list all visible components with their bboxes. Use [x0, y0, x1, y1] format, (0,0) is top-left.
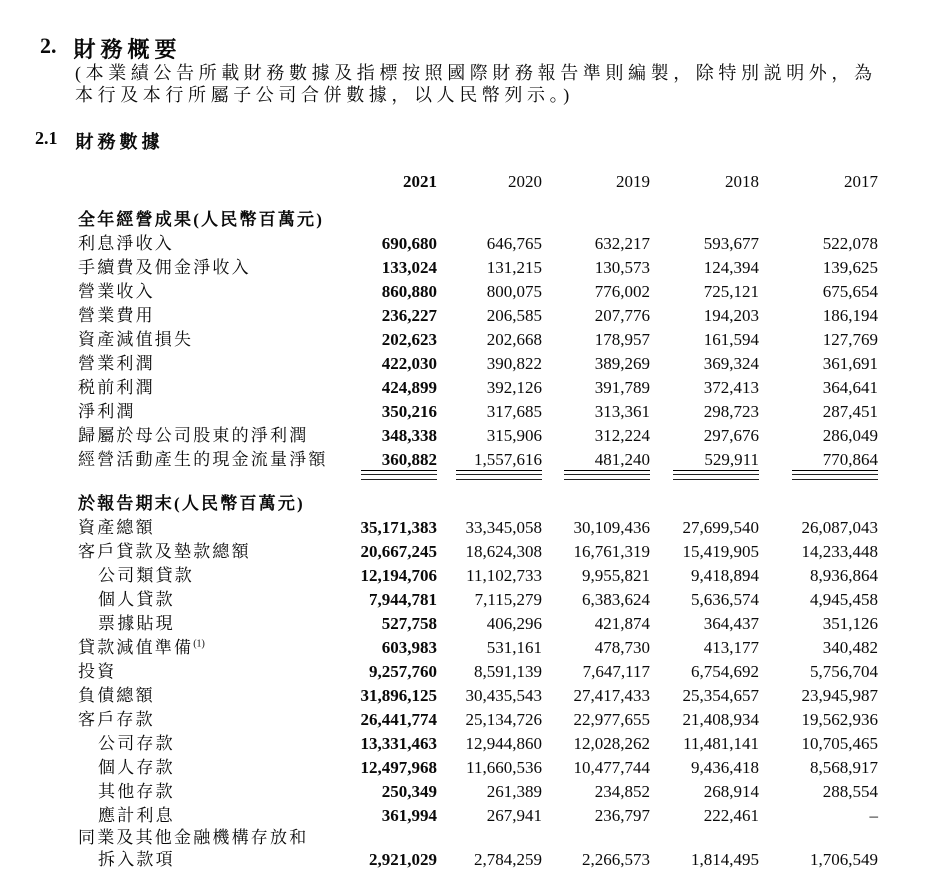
row-label: 營業收入	[78, 282, 155, 301]
value-cell: 350,216	[381, 402, 437, 421]
value-cell: –	[869, 806, 878, 825]
value-cell: 194,203	[703, 306, 759, 325]
value-cell: 9,955,821	[582, 566, 650, 585]
section-gap	[78, 482, 878, 492]
table-row	[78, 848, 878, 872]
year-header-cell: 2017	[844, 172, 878, 191]
value-cell: 139,625	[822, 258, 878, 277]
value-cell: 312,224	[594, 426, 650, 445]
value-cell: 7,115,279	[474, 590, 542, 609]
row-label: 資產減值損失	[78, 330, 194, 349]
value-cell: 531,161	[486, 638, 542, 657]
table-row	[78, 376, 878, 400]
row-label: 淨利潤	[78, 402, 136, 421]
value-cell: 13,331,463	[360, 734, 437, 753]
table-row	[78, 328, 878, 352]
value-cell: 646,765	[486, 234, 542, 253]
value-cell: 9,436,418	[691, 758, 759, 777]
row-label: 應計利息	[98, 806, 175, 825]
value-cell: 5,636,574	[691, 590, 759, 609]
value-cell: 725,121	[703, 282, 759, 301]
value-cell: 478,730	[594, 638, 650, 657]
value-cell: 16,761,319	[573, 542, 650, 561]
total-value-underlined: 1,557,616	[456, 449, 542, 471]
table-row	[78, 636, 878, 660]
total-value-underlined: 481,240	[564, 449, 650, 471]
row-label: 營業費用	[78, 306, 155, 325]
value-cell: 133,024	[381, 258, 437, 277]
value-cell: 9,418,894	[691, 566, 759, 585]
value-cell: 23,945,987	[801, 686, 878, 705]
table-row	[78, 660, 878, 684]
value-cell: 313,361	[594, 402, 650, 421]
table-row	[78, 448, 878, 472]
row-label: 貸款減值準備$^{(1)}$	[78, 638, 205, 657]
value-cell: 6,754,692	[691, 662, 759, 681]
value-cell: 288,554	[822, 782, 878, 801]
double-rule-segment	[361, 474, 437, 480]
note-line-1: (本業績公告所載財務數據及指標按照國際財務報告準則編製，除特別説明外，為	[75, 63, 877, 83]
value-cell: 675,654	[822, 282, 878, 301]
value-cell: 25,134,726	[465, 710, 542, 729]
value-cell: 364,437	[703, 614, 759, 633]
table-row	[78, 352, 878, 376]
value-cell: 340,482	[822, 638, 878, 657]
row-label: 拆入款項	[98, 850, 175, 869]
row-label: 個人存款	[98, 758, 175, 777]
table-row	[78, 828, 878, 848]
value-cell: 207,776	[594, 306, 650, 325]
year-header-cell: 2021	[403, 172, 437, 191]
value-cell: 11,102,733	[466, 566, 542, 585]
table-row	[78, 516, 878, 540]
row-label: 同業及其他金融機構存放和	[78, 828, 309, 847]
year-header-cell: 2019	[616, 172, 650, 191]
value-cell: 130,573	[594, 258, 650, 277]
table-row	[78, 280, 878, 304]
value-cell: 161,594	[703, 330, 759, 349]
value-cell: 690,680	[381, 234, 437, 253]
value-cell: 222,461	[703, 806, 759, 825]
value-cell: 860,880	[381, 282, 437, 301]
value-cell	[437, 448, 542, 472]
value-cell: 127,769	[822, 330, 878, 349]
value-cell: 351,126	[822, 614, 878, 633]
table-row	[78, 540, 878, 564]
table-row	[78, 588, 878, 612]
value-cell: 422,030	[381, 354, 437, 373]
value-cell: 124,394	[703, 258, 759, 277]
value-cell: 186,194	[822, 306, 878, 325]
table-row	[78, 780, 878, 804]
value-cell	[360, 448, 437, 472]
value-cell: 361,691	[822, 354, 878, 373]
value-cell: 19,562,936	[801, 710, 878, 729]
row-label: 公司存款	[98, 734, 175, 753]
value-cell: 131,215	[486, 258, 542, 277]
value-cell: 522,078	[822, 234, 878, 253]
value-cell: 12,194,706	[360, 566, 437, 585]
total-value-underlined: 770,864	[792, 449, 878, 471]
table-row	[78, 304, 878, 328]
value-cell: 7,647,117	[582, 662, 650, 681]
double-rule-spacer	[78, 472, 360, 482]
value-cell: 11,660,536	[466, 758, 542, 777]
value-cell: 202,668	[486, 330, 542, 349]
value-cell: 30,109,436	[573, 518, 650, 537]
value-cell: 406,296	[486, 614, 542, 633]
value-cell: 389,269	[594, 354, 650, 373]
row-label: 公司類貸款	[98, 566, 194, 585]
value-cell: 15,419,905	[682, 542, 759, 561]
value-cell: 33,345,058	[465, 518, 542, 537]
value-cell: 527,758	[381, 614, 437, 633]
row-label: 客戶貸款及墊款總額	[78, 542, 251, 561]
table-row	[78, 756, 878, 780]
value-cell: 236,797	[594, 806, 650, 825]
row-label: 負債總額	[78, 686, 155, 705]
value-cell: 392,126	[486, 378, 542, 397]
total-value-underlined: 529,911	[673, 449, 759, 471]
value-cell: 776,002	[594, 282, 650, 301]
section-number: 2.	[40, 33, 57, 58]
value-cell: 287,451	[822, 402, 878, 421]
value-cell: 298,723	[703, 402, 759, 421]
value-cell: 178,957	[594, 330, 650, 349]
value-cell: 369,324	[703, 354, 759, 373]
value-cell: 11,481,141	[683, 734, 759, 753]
value-cell: 2,921,029	[369, 850, 437, 869]
double-rule-segment	[792, 474, 878, 480]
value-cell: 12,028,262	[573, 734, 650, 753]
value-cell: 5,756,704	[810, 662, 878, 681]
value-cell: 6,383,624	[582, 590, 650, 609]
value-cell: 7,944,781	[369, 590, 437, 609]
value-cell: 10,477,744	[573, 758, 650, 777]
subsection-number: 2.1	[35, 128, 58, 148]
year-header-cell: 2020	[508, 172, 542, 191]
table-row	[78, 256, 878, 280]
table-row	[78, 564, 878, 588]
value-cell	[650, 448, 759, 472]
value-cell: 1,706,549	[810, 850, 878, 869]
subsection-heading	[35, 128, 164, 154]
table-row	[78, 612, 878, 636]
table-row	[78, 400, 878, 424]
value-cell: 317,685	[486, 402, 542, 421]
value-cell: 391,789	[594, 378, 650, 397]
double-rule-row	[78, 472, 878, 482]
value-cell: 593,677	[703, 234, 759, 253]
value-cell: 8,591,139	[474, 662, 542, 681]
value-cell: 8,936,864	[810, 566, 878, 585]
total-value-underlined: 360,882	[361, 449, 437, 471]
value-cell: 268,914	[703, 782, 759, 801]
double-rule-cell	[650, 472, 759, 482]
table-row	[78, 684, 878, 708]
value-cell: 800,075	[486, 282, 542, 301]
section-header-label: 全年經營成果(人民幣百萬元)	[78, 210, 325, 229]
row-label: 其他存款	[98, 782, 175, 801]
row-label: 資產總額	[78, 518, 155, 537]
value-cell: 20,667,245	[360, 542, 437, 561]
value-cell: 632,217	[594, 234, 650, 253]
value-cell: 297,676	[703, 426, 759, 445]
section-header-row	[78, 208, 878, 232]
value-cell: 348,338	[381, 426, 437, 445]
section-note	[75, 62, 905, 106]
row-label: 票據貼現	[98, 614, 175, 633]
table-row	[78, 232, 878, 256]
value-cell: 286,049	[822, 426, 878, 445]
table-row	[78, 424, 878, 448]
value-cell: 10,705,465	[801, 734, 878, 753]
value-cell	[759, 448, 878, 472]
double-rule-cell	[437, 472, 542, 482]
value-cell: 25,354,657	[682, 686, 759, 705]
value-cell: 372,413	[703, 378, 759, 397]
value-cell: 202,623	[381, 330, 437, 349]
value-cell: 27,417,433	[573, 686, 650, 705]
value-cell: 8,568,917	[810, 758, 878, 777]
section-header-label: 於報告期末(人民幣百萬元)	[78, 494, 305, 513]
section-header-row	[78, 492, 878, 516]
value-cell: 603,983	[381, 638, 437, 657]
value-cell: 1,814,495	[691, 850, 759, 869]
value-cell: 234,852	[594, 782, 650, 801]
subsection-title: 財務數據	[75, 132, 164, 152]
value-cell: 413,177	[703, 638, 759, 657]
double-rule-segment	[673, 474, 759, 480]
value-cell: 261,389	[486, 782, 542, 801]
row-label: 手續費及佣金淨收入	[78, 258, 251, 277]
value-cell: 27,699,540	[682, 518, 759, 537]
value-cell: 21,408,934	[682, 710, 759, 729]
value-cell: 424,899	[381, 378, 437, 397]
section-gap	[78, 194, 878, 208]
value-cell: 9,257,760	[369, 662, 437, 681]
section-title: 財務概要	[73, 37, 182, 62]
value-cell: 315,906	[486, 426, 542, 445]
value-cell: 18,624,308	[465, 542, 542, 561]
value-cell: 2,266,573	[582, 850, 650, 869]
year-header-spacer	[78, 170, 360, 194]
value-cell: 31,896,125	[360, 686, 437, 705]
value-cell: 26,441,774	[360, 710, 437, 729]
note-line-2: 本行及本行所屬子公司合併數據，以人民幣列示。)	[75, 85, 574, 105]
value-cell: 26,087,043	[801, 518, 878, 537]
value-cell: 22,977,655	[573, 710, 650, 729]
value-cell: 236,227	[381, 306, 437, 325]
double-rule-segment	[456, 474, 542, 480]
row-label: 營業利潤	[78, 354, 155, 373]
value-cell	[542, 448, 650, 472]
value-cell: 12,497,968	[360, 758, 437, 777]
value-cell: 390,822	[486, 354, 542, 373]
double-rule-cell	[759, 472, 878, 482]
table-row	[78, 708, 878, 732]
row-label: 客戶存款	[78, 710, 155, 729]
row-label: 投資	[78, 662, 117, 681]
financial-table	[78, 170, 878, 872]
value-cell: 421,874	[594, 614, 650, 633]
value-cell: 35,171,383	[360, 518, 437, 537]
value-cell: 364,641	[822, 378, 878, 397]
value-cell: 12,944,860	[465, 734, 542, 753]
year-header-row	[78, 170, 878, 194]
row-label: 税前利潤	[78, 378, 155, 397]
value-cell: 4,945,458	[810, 590, 878, 609]
value-cell: 30,435,543	[465, 686, 542, 705]
row-label: 利息淨收入	[78, 234, 174, 253]
value-cell: 361,994	[381, 806, 437, 825]
year-header-cell: 2018	[725, 172, 759, 191]
section-heading	[40, 33, 182, 64]
row-label: 個人貸款	[98, 590, 175, 609]
value-cell: 2,784,259	[474, 850, 542, 869]
double-rule-cell	[360, 472, 437, 482]
table-row	[78, 804, 878, 828]
row-label: 歸屬於母公司股東的淨利潤	[78, 426, 309, 445]
footnote-ref: (1)	[193, 638, 205, 650]
value-cell: 14,233,448	[801, 542, 878, 561]
double-rule-segment	[564, 474, 650, 480]
value-cell: 267,941	[486, 806, 542, 825]
table-row	[78, 732, 878, 756]
value-cell: 250,349	[381, 782, 437, 801]
value-cell: 206,585	[486, 306, 542, 325]
row-label: 經營活動產生的現金流量淨額	[78, 450, 328, 469]
double-rule-cell	[542, 472, 650, 482]
